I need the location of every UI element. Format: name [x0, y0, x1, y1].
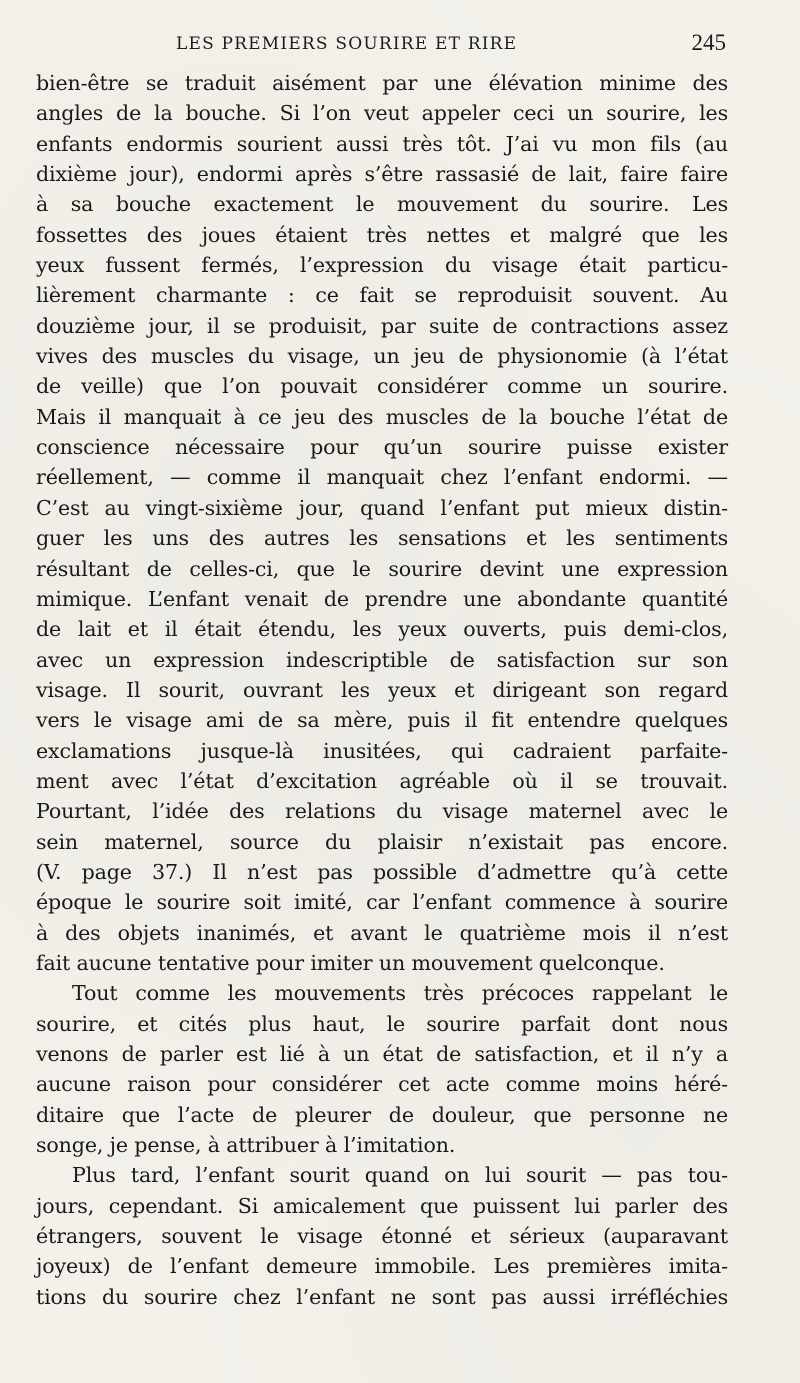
- text-line: de lait et il était étendu, les yeux ouverts, puis demi-clos,: [36, 617, 728, 642]
- text-line: Tout comme les mouvements très précoces rappelant le: [72, 981, 728, 1006]
- text-line: vers le visage ami de sa mère, puis il fit entendre quelques: [36, 708, 728, 733]
- text-line: exclamations jusque-là inusitées, qui cadraient parfaite-: [36, 738, 728, 763]
- text-line: conscience nécessaire pour qu’un sourire puisse exister: [36, 435, 728, 460]
- text-line: résultant de celles-ci, que le sourire devint une expression: [36, 556, 728, 581]
- text-line: étrangers, souvent le visage étonné et sérieux (auparavant: [36, 1224, 728, 1249]
- text-line: à sa bouche exactement le mouvement du sourire. Les: [36, 192, 728, 217]
- text-line: époque le sourire soit imité, car l’enfant commence à sourire: [36, 890, 728, 915]
- text-line: vives des muscles du visage, un jeu de physionomie (à l’état: [36, 344, 728, 369]
- text-line: fait aucune tentative pour imiter un mouvement quelconque.: [36, 950, 665, 975]
- page-number: 245: [691, 30, 726, 55]
- text-line: joyeux) de l’enfant demeure immobile. Les premières imita-: [36, 1254, 728, 1279]
- running-title: LES PREMIERS SOURIRE ET RIRE: [176, 34, 518, 54]
- text-line: sein maternel, source du plaisir n’existait pas encore.: [36, 829, 728, 854]
- text-line: Mais il manquait à ce jeu des muscles de la bouche l’état de: [36, 404, 728, 429]
- text-line: sourire, et cités plus haut, le sourire parfait dont nous: [36, 1011, 728, 1036]
- text-line: guer les uns des autres les sensations et les sentiments: [36, 526, 728, 551]
- text-line: yeux fussent fermés, l’expression du visage était particu-: [36, 253, 728, 278]
- text-line: bien-être se traduit aisément par une élévation minime des: [36, 71, 728, 95]
- body-text: [36, 68, 728, 1312]
- text-line: réellement, — comme il manquait chez l’enfant endormi. —: [36, 465, 728, 490]
- text-line: songe, je pense, à attribuer à l’imitation.: [36, 1133, 456, 1158]
- text-line: douzième jour, il se produisit, par suite de contractions assez: [36, 313, 728, 338]
- text-line: angles de la bouche. Si l’on veut appeler ceci un sourire, les: [36, 101, 728, 126]
- text-line: jours, cependant. Si amicalement que puissent lui parler des: [36, 1193, 728, 1218]
- text-line: tions du sourire chez l’enfant ne sont pas aussi irréfléchies: [36, 1284, 728, 1309]
- text-line: fossettes des joues étaient très nettes et malgré que les: [36, 222, 728, 247]
- text-line: mimique. L’enfant venait de prendre une abondante quantité: [36, 586, 728, 611]
- text-line: ment avec l’état d’excitation agréable où il se trouvait.: [36, 768, 728, 793]
- paragraph-1: [36, 68, 728, 978]
- text-line: venons de parler est lié à un état de satisfaction, et il n’y a: [36, 1042, 728, 1066]
- text-line: avec un expression indescriptible de satisfaction sur son: [36, 647, 728, 672]
- text-line: (V. page 37.) Il n’est pas possible d’admettre qu’à cette: [36, 859, 728, 884]
- text-line: C’est au vingt-sixième jour, quand l’enfant put mieux distin-: [36, 495, 728, 520]
- text-line: lièrement charmante : ce fait se reproduisit souvent. Au: [36, 283, 728, 308]
- text-line: de veille) que l’on pouvait considérer comme un sourire.: [36, 374, 728, 399]
- text-line: enfants endormis sourient aussi très tôt. J’ai vu mon fils (au: [36, 131, 728, 156]
- text-line: à des objets inanimés, et avant le quatrième mois il n’est: [36, 920, 728, 945]
- paragraph-2: [36, 978, 728, 1160]
- text-line: visage. Il sourit, ouvrant les yeux et dirigeant son regard: [36, 677, 728, 702]
- text-line: Plus tard, l’enfant sourit quand on lui sourit — pas tou-: [72, 1163, 728, 1188]
- page-header: [36, 30, 726, 62]
- text-line: Pourtant, l’idée des relations du visage maternel avec le: [36, 799, 728, 824]
- paragraph-3: [36, 1160, 728, 1312]
- text-line: ditaire que l’acte de pleurer de douleur, que personne ne: [36, 1102, 728, 1127]
- text-line: aucune raison pour considérer cet acte comme moins héré-: [36, 1072, 728, 1097]
- text-line: dixième jour), endormi après s’être rassasié de lait, faire faire: [36, 162, 728, 187]
